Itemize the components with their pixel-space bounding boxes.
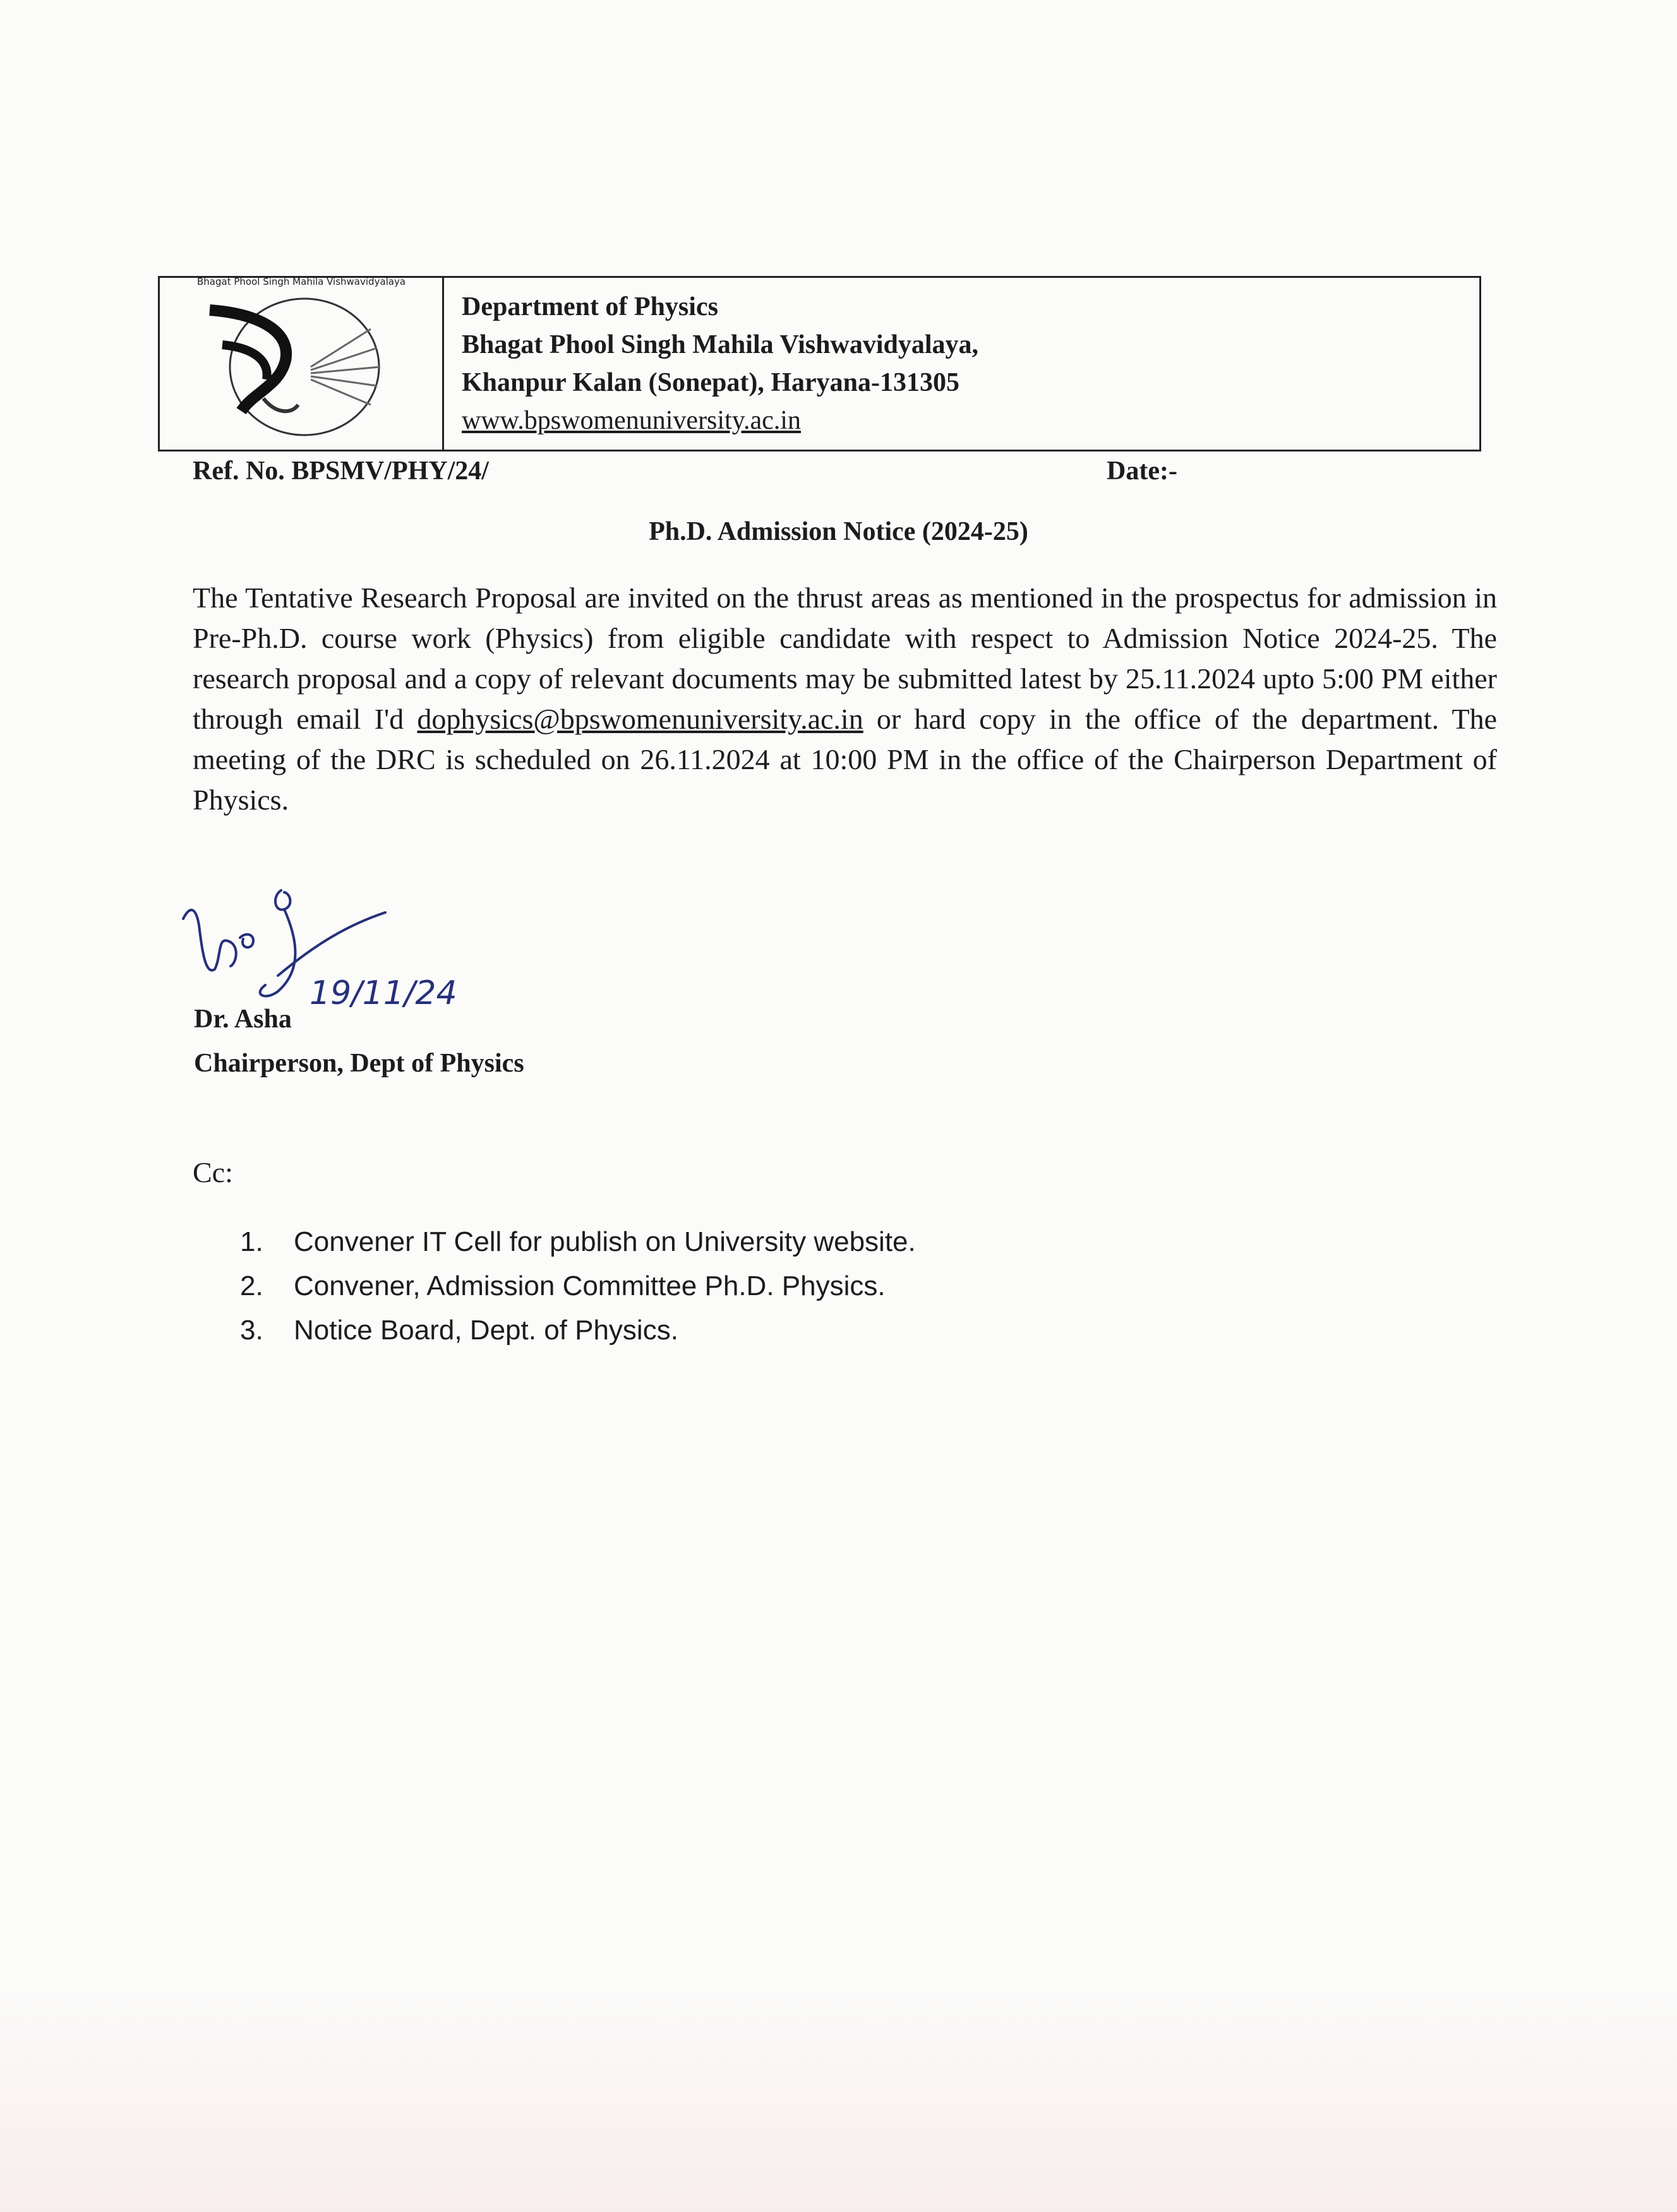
cc-list-item [240,1220,916,1264]
cc-label: Cc: [193,1156,233,1188]
body-text-part-1: The Tentative Research Proposal are invited on the thrust areas as mentioned in the prospectus for admission in Pre-Ph.D. course work (Physics) from eligible candidate with respect to Admission Notice 2024-25. The research proposal and a copy of relevant documents may be submitted latest by 25.11.2024 upto 5:00 PM either through email I'd [193,582,1497,735]
cc-item-number: 3. [240,1315,263,1346]
body-text-part-2: or hard copy in the office of the department. The meeting of the DRC is scheduled on 26.11.2024 at 10:00 PM in the office of the Chairperson Department of Physics. [193,703,1497,816]
signatory-name: Dr. Asha [194,1005,292,1034]
reference-number: Ref. No. BPSMV/PHY/24/ [193,457,489,486]
university-logo-cell [160,278,444,450]
notice-title: Ph.D. Admission Notice (2024-25) [649,517,1028,546]
cc-item-number: 2. [240,1270,263,1301]
university-logo [196,276,406,443]
university-address: Khanpur Kalan (Sonepat), Haryana-131305 [462,368,960,397]
signatory-designation: Chairperson, Dept of Physics [194,1049,524,1078]
cc-item-text: Convener, Admission Committee Ph.D. Physics. [294,1270,886,1301]
paper-tint [0,1989,1677,2212]
letterhead [158,276,1481,451]
organization-details [444,278,978,450]
university-name: Bhagat Phool Singh Mahila Vishwavidyalaya, [462,330,979,359]
cc-item-text: Convener IT Cell for publish on University website. [294,1226,916,1257]
cc-list-item [240,1264,916,1308]
department-email-link[interactable]: dophysics@bpswomenuniversity.ac.in [417,703,863,735]
date-label: Date:- [1107,457,1177,486]
cc-list [240,1220,916,1353]
cc-item-text: Notice Board, Dept. of Physics. [294,1315,678,1346]
university-website-link[interactable]: www.bpswomenuniversity.ac.in [462,406,801,435]
department-name: Department of Physics [462,292,718,321]
logo-text-top: Bhagat Phool Singh Mahila Vishwavidyalaya [196,276,406,287]
notice-body [193,578,1497,820]
cc-list-item [240,1308,916,1353]
cc-item-number: 1. [240,1226,263,1257]
handwritten-date: 19/11/24 [310,974,457,1012]
